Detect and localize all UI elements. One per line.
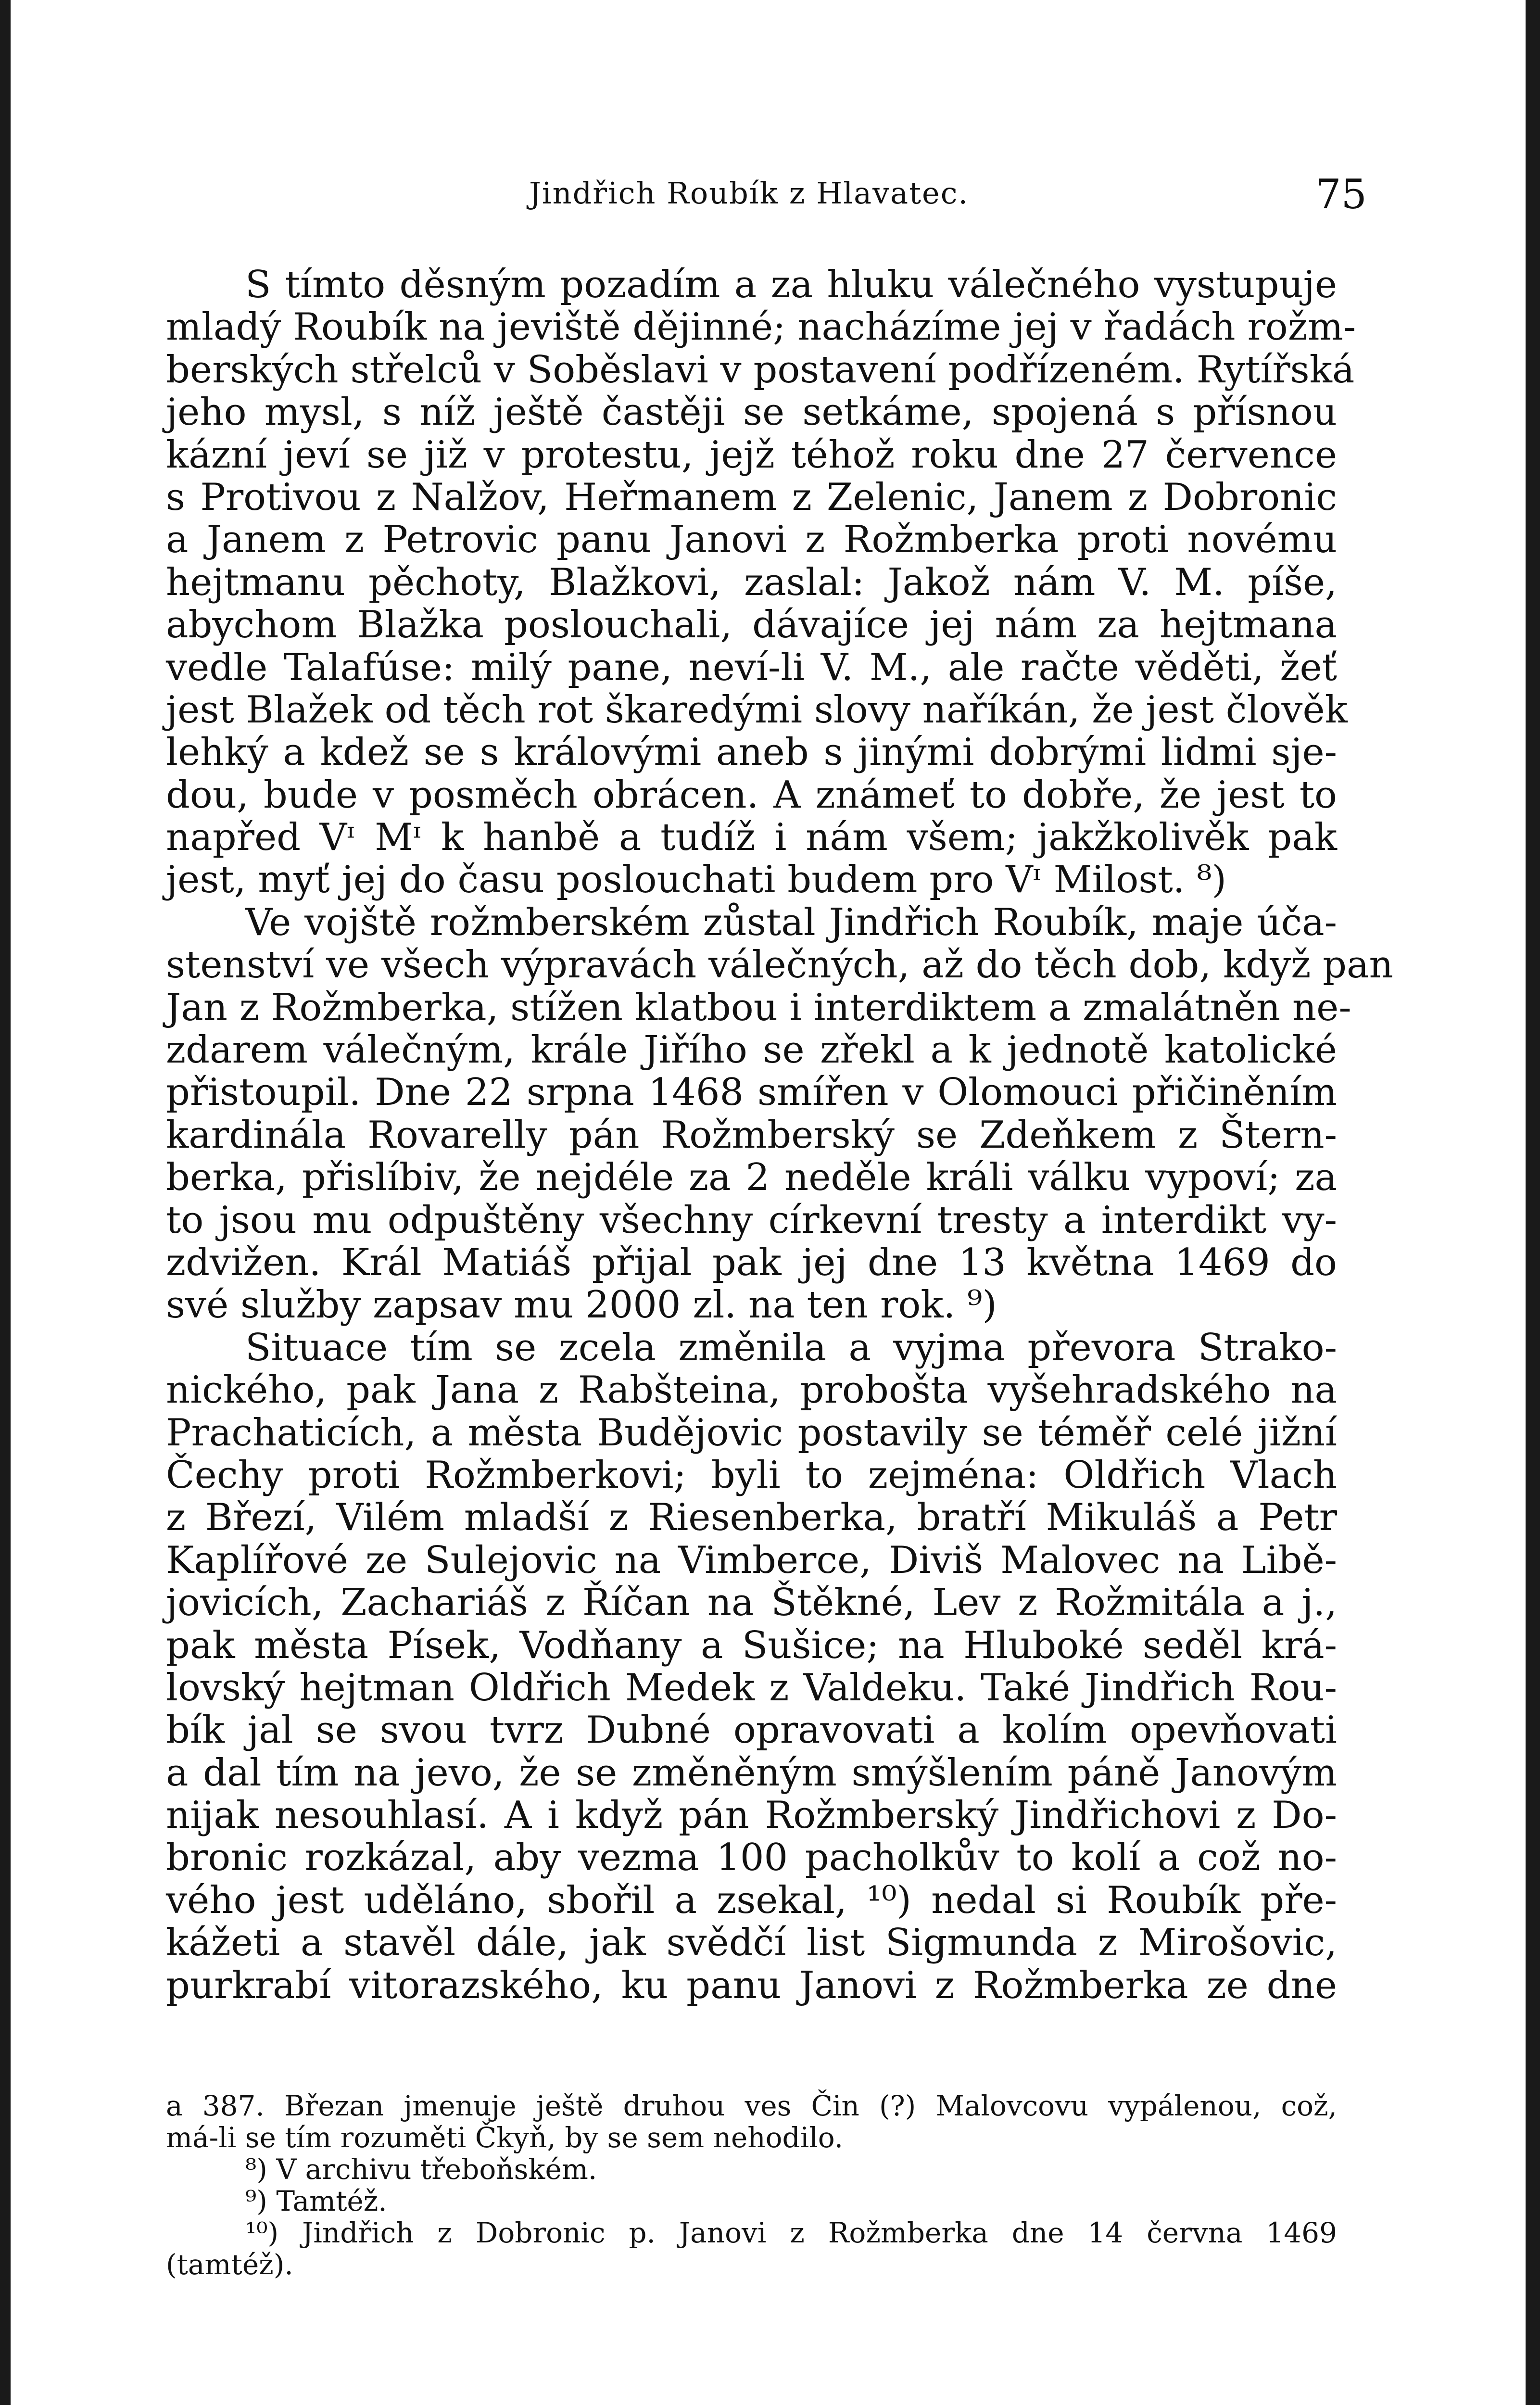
text-line: a Janem z Petrovic panu Janovi z Rožmberka proti novému: [166, 518, 1337, 562]
paragraph-2: [166, 900, 1393, 1327]
text-line: Kaplířové ze Sulejovic na Vimberce, Diviš Malovec na Libě-: [166, 1538, 1337, 1582]
text-line: mladý Roubík na jeviště dějinné; nacházíme jej v řadách rožm-: [166, 305, 1356, 349]
text-line: Jan z Rožmberka, stížen klatbou i interdiktem a zmalátněn ne-: [166, 986, 1351, 1029]
text-line: hejtmanu pěchoty, Blažkovi, zaslal: Jakož nám V. M. píše,: [166, 560, 1337, 604]
footnote-8: ⁸) V archivu třeboňském.: [245, 2153, 597, 2186]
page-number: 75: [1315, 171, 1367, 218]
text-line: a dal tím na jevo, že se změněným smýšlením páně Janovým: [166, 1751, 1337, 1795]
main-text: [166, 263, 1393, 2007]
text-line: nijak nesouhlasí. A i když pán Rožmberský Jindřichovi z Do-: [166, 1794, 1337, 1837]
text-line: pak města Písek, Vodňany a Sušice; na Hluboké seděl krá-: [166, 1623, 1337, 1667]
text-line: jovicích, Zachariáš z Říčan na Štěkné, Lev z Rožmitála a j.,: [166, 1581, 1337, 1625]
text-line: Ve vojště rožmberském zůstal Jindřich Roubík, maje úča-: [245, 900, 1337, 944]
text-line: stenství ve všech výpravách válečných, až do těch dob, když pan: [166, 943, 1393, 987]
text-line: jest Blažek od těch rot škaredými slovy naříkán, že jest člověk: [166, 688, 1348, 732]
text-line: zdvižen. Král Matiáš přijal pak jej dne 13 května 1469 do: [166, 1240, 1337, 1284]
text-line: kážeti a stavěl dále, jak svědčí list Sigmunda z Mirošovic,: [166, 1921, 1337, 1965]
footnote-line: má-li se tím rozuměti Čkyň, by se sem nehodilo.: [166, 2121, 844, 2154]
text-line: své služby zapsav mu 2000 zl. na ten rok. ⁹): [166, 1283, 997, 1327]
text-line: lehký a kdež se s královými aneb s jinými dobrými lidmi sje-: [166, 731, 1337, 774]
text-line: to jsou mu odpuštěny všechny církevní tresty a interdikt vy-: [166, 1198, 1337, 1242]
text-line: Situace tím se zcela změnila a vyjma převora Strako-: [245, 1326, 1337, 1369]
text-line: jest, myť jej do času poslouchati budem pro Vᶦ Milost. ⁸): [166, 858, 1227, 902]
text-line: přistoupil. Dne 22 srpna 1468 smířen v Olomouci přičiněním: [166, 1071, 1337, 1114]
footnotes: [166, 2090, 1337, 2280]
text-line: bronic rozkázal, aby vezma 100 pacholkův to kolí a což no-: [166, 1836, 1337, 1880]
paragraph-1: [166, 263, 1356, 902]
text-line: lovský hejtman Oldřich Medek z Valdeku. Také Jindřich Rou-: [166, 1666, 1337, 1709]
paragraph-3: [166, 1327, 1337, 2007]
text-line: berských střelců v Soběslavi v postavení podřízeném. Rytířská: [166, 348, 1355, 392]
text-line: abychom Blažka poslouchali, dávajíce jej nám za hejtmana: [166, 603, 1337, 647]
footnote-line: a 387. Březan jmenuje ještě druhou ves Čin (?) Malovcovu vypálenou, což,: [166, 2089, 1337, 2122]
running-header: Jindřich Roubík z Hlavatec.: [529, 176, 969, 211]
text-line: S tímto děsným pozadím a za hluku válečného vystupuje: [245, 263, 1337, 306]
footnote-9: ⁹) Tamtéž.: [245, 2185, 387, 2217]
text-line: kardinála Rovarelly pán Rožmberský se Zdeňkem z Štern-: [166, 1113, 1337, 1157]
scan-border-left: [0, 0, 11, 2405]
text-line: napřed Vᶦ Mᶦ k hanbě a tudíž i nám všem; jakžkolivěk pak: [166, 816, 1337, 860]
text-line: z Březí, Vilém mladší z Riesenberka, bratří Mikuláš a Petr: [166, 1496, 1337, 1540]
text-line: Čechy proti Rožmberkovi; byli to zejména: Oldřich Vlach: [166, 1453, 1337, 1497]
text-line: berka, přislíbiv, že nejdéle za 2 neděle králi válku vypoví; za: [166, 1156, 1337, 1200]
text-line: jeho mysl, s níž ještě častěji se setkáme, spojená s přísnou: [166, 391, 1337, 434]
text-line: kázní jeví se již v protestu, jejž téhož roku dne 27 července: [166, 433, 1337, 477]
text-line: zdarem válečným, krále Jiřího se zřekl a k jednotě katolické: [166, 1028, 1337, 1072]
text-line: s Protivou z Nalžov, Heřmanem z Zelenic, Janem z Dobronic: [166, 475, 1337, 519]
text-line: vého jest uděláno, sbořil a zsekal, ¹⁰) nedal si Roubík pře-: [166, 1878, 1337, 1922]
text-line: bík jal se svou tvrz Dubné opravovati a kolím opevňovati: [166, 1709, 1337, 1752]
text-line: Prachaticích, a města Budějovic postavily se téměř celé jižní: [166, 1411, 1337, 1455]
scan-border-right: [1526, 0, 1540, 2405]
text-line: nického, pak Jana z Rabšteina, probošta vyšehradského na: [166, 1368, 1337, 1412]
text-line: vedle Talafúse: milý pane, neví-li V. M., ale račte věděti, žeť: [166, 646, 1337, 689]
text-line: purkrabí vitorazského, ku panu Janovi z Rožmberka ze dne: [166, 1963, 1337, 2007]
footnote-line: (tamtéž).: [166, 2248, 293, 2281]
footnote-10: ¹⁰) Jindřich z Dobronic p. Janovi z Rožmberka dne 14 června 1469: [245, 2216, 1337, 2249]
text-line: dou, bude v posměch obrácen. A známeť to dobře, že jest to: [166, 773, 1337, 817]
